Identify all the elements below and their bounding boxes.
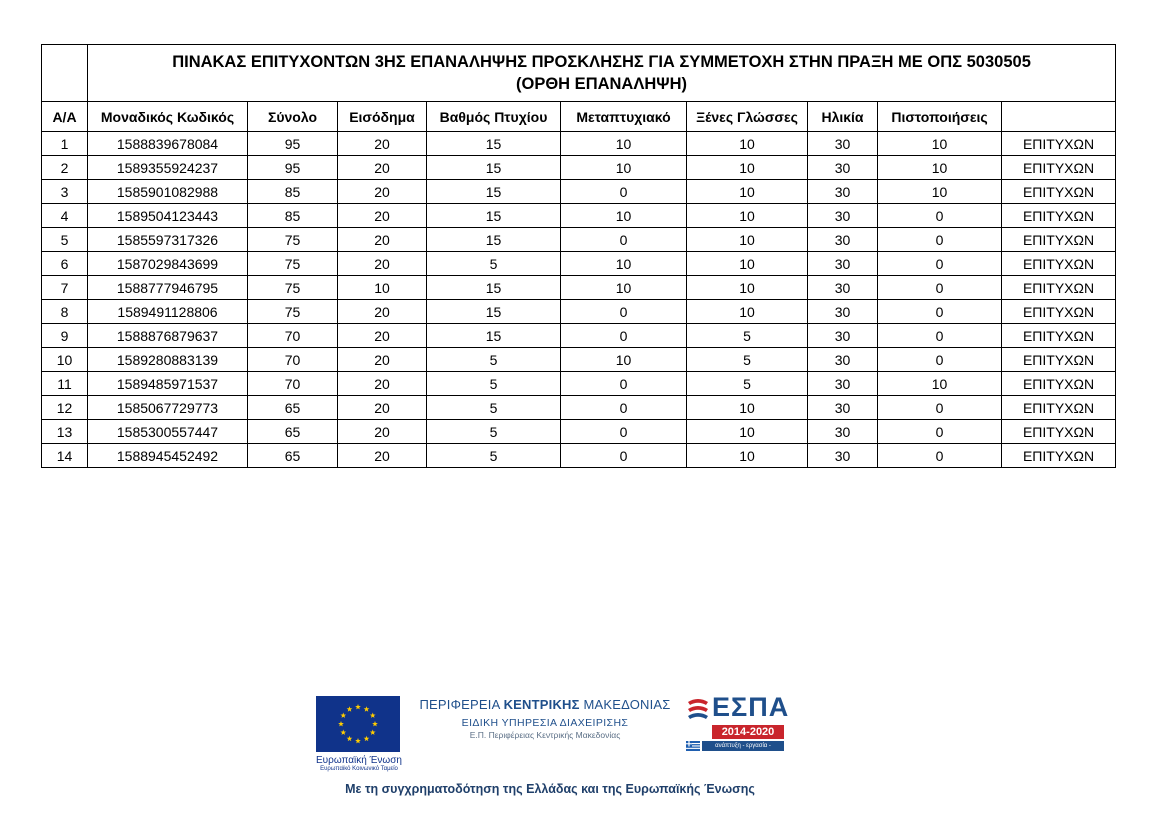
table-cell: 30 [808,276,878,300]
table-cell: 20 [338,444,427,468]
eu-star-icon [370,730,376,735]
table-cell: 10 [338,276,427,300]
table-cell: 0 [878,396,1002,420]
table-cell: 15 [427,132,561,156]
table-cell: 70 [248,348,338,372]
table-cell: 0 [561,180,687,204]
table-cell: 30 [808,252,878,276]
eu-star-icon [364,736,370,741]
results-table [41,44,1116,468]
region-bold: ΚΕΝΤΡΙΚΗΣ [503,697,580,712]
table-cell: 10 [687,444,808,468]
table-cell: ΕΠΙΤΥΧΩΝ [1002,252,1116,276]
cofinancing-note: Με τη συγχρηματοδότηση της Ελλάδας και της Ευρωπαϊκής Ένωσης [345,782,755,796]
table-cell: 5 [687,372,808,396]
table-cell: 5 [427,444,561,468]
table-row [42,132,1116,156]
column-header: Εισόδημα [338,102,427,132]
table-cell: 5 [427,372,561,396]
table-cell: 10 [42,348,88,372]
table-cell: 20 [338,324,427,348]
managing-authority: ΕΙΔΙΚΗ ΥΠΗΡΕΣΙΑ ΔΙΑΧΕΙΡΙΣΗΣ [461,717,629,729]
region-logo [416,697,674,740]
table-cell: 1585300557447 [88,420,248,444]
eu-star-icon [340,713,346,718]
table-cell: 20 [338,300,427,324]
table-row [42,372,1116,396]
table-row [42,204,1116,228]
table-cell: 1589280883139 [88,348,248,372]
column-header [1002,102,1116,132]
column-header: Μεταπτυχιακό [561,102,687,132]
table-cell: 10 [561,204,687,228]
table-cell: 9 [42,324,88,348]
table-cell: 95 [248,156,338,180]
table-cell: 30 [808,348,878,372]
table-row [42,156,1116,180]
table-cell: 0 [878,276,1002,300]
espa-slogan: ανάπτυξη - εργασία - αλληλεγγύη [702,741,784,751]
table-cell: 15 [427,156,561,180]
table-cell: 1585067729773 [88,396,248,420]
table-cell: 1589491128806 [88,300,248,324]
table-cell: 1 [42,132,88,156]
table-cell: 10 [687,228,808,252]
table-title-line2: (ΟΡΘΗ ΕΠΑΝΑΛΗΨΗ) [516,75,688,93]
table-cell: 5 [687,324,808,348]
table-cell: 1588777946795 [88,276,248,300]
table-cell: 75 [248,228,338,252]
table-title [88,45,1116,102]
header-row [42,102,1116,132]
table-cell: 70 [248,324,338,348]
table-cell: 13 [42,420,88,444]
table-cell: 65 [248,396,338,420]
table-cell: 65 [248,444,338,468]
table-row [42,324,1116,348]
table-cell: 20 [338,348,427,372]
table-cell: ΕΠΙΤΥΧΩΝ [1002,276,1116,300]
table-row [42,228,1116,252]
column-header: Σύνολο [248,102,338,132]
table-cell: 3 [42,180,88,204]
table-cell: 1589355924237 [88,156,248,180]
eu-star-icon [355,738,361,743]
table-cell: 10 [687,420,808,444]
table-cell: 10 [561,132,687,156]
table-cell: 6 [42,252,88,276]
programme-name: Ε.Π. Περιφέρειας Κεντρικής Μακεδονίας [469,730,621,740]
eu-fund: Ευρωπαϊκό Κοινωνικό Ταμείο [320,766,398,772]
espa-years: 2014-2020 [712,725,784,739]
table-cell: 14 [42,444,88,468]
table-cell: 0 [878,348,1002,372]
column-header: Ξένες Γλώσσες [687,102,808,132]
table-cell: 10 [687,156,808,180]
table-cell: 2 [42,156,88,180]
table-cell: ΕΠΙΤΥΧΩΝ [1002,396,1116,420]
table-cell: 10 [687,180,808,204]
table-cell: 30 [808,156,878,180]
table-cell: 10 [561,276,687,300]
table-cell: 5 [427,396,561,420]
table-cell: 5 [427,420,561,444]
espa-word: ΕΣΠΑ [712,692,790,722]
table-cell: 1585901082988 [88,180,248,204]
eu-name: Ευρωπαϊκή Ένωση [316,755,402,766]
eu-star-icon [370,713,376,718]
table-cell: 1587029843699 [88,252,248,276]
table-cell: 20 [338,204,427,228]
table-cell: 1585597317326 [88,228,248,252]
table-cell: 75 [248,276,338,300]
table-row [42,252,1116,276]
title-blank-cell [42,45,88,102]
table-cell: 0 [878,252,1002,276]
eu-star-icon [364,706,370,711]
table-cell: 10 [687,300,808,324]
table-row [42,420,1116,444]
column-header: Βαθμός Πτυχίου [427,102,561,132]
table-cell: 15 [427,300,561,324]
table-cell: 10 [687,276,808,300]
table-cell: 0 [878,420,1002,444]
table-cell: 0 [561,228,687,252]
table-cell: ΕΠΙΤΥΧΩΝ [1002,444,1116,468]
table-cell: 5 [687,348,808,372]
table-cell: ΕΠΙΤΥΧΩΝ [1002,180,1116,204]
table-cell: 15 [427,276,561,300]
espa-mark-icon [686,696,710,724]
table-cell: 10 [561,252,687,276]
table-cell: 10 [561,348,687,372]
table-cell: ΕΠΙΤΥΧΩΝ [1002,300,1116,324]
table-cell: 20 [338,252,427,276]
eu-star-icon [347,736,353,741]
table-cell: 95 [248,132,338,156]
table-cell: 30 [808,396,878,420]
table-body [42,132,1116,468]
table-cell: 10 [687,252,808,276]
table-cell: 30 [808,132,878,156]
table-cell: 1588945452492 [88,444,248,468]
table-cell: ΕΠΙΤΥΧΩΝ [1002,156,1116,180]
table-cell: 1589504123443 [88,204,248,228]
eu-flag-icon [316,696,400,752]
eu-star-icon [347,706,353,711]
table-cell: 20 [338,396,427,420]
table-row [42,348,1116,372]
table-cell: 20 [338,372,427,396]
table-cell: 10 [687,132,808,156]
table-cell: 75 [248,300,338,324]
table-cell: 85 [248,180,338,204]
table-cell: ΕΠΙΤΥΧΩΝ [1002,324,1116,348]
table-cell: 10 [561,156,687,180]
table-cell: 30 [808,228,878,252]
table-cell: ΕΠΙΤΥΧΩΝ [1002,228,1116,252]
table-cell: 20 [338,180,427,204]
table-cell: ΕΠΙΤΥΧΩΝ [1002,204,1116,228]
table-cell: 0 [561,444,687,468]
table-cell: 0 [878,324,1002,348]
table-cell: ΕΠΙΤΥΧΩΝ [1002,420,1116,444]
eu-star-icon [355,704,361,709]
table-cell: ΕΠΙΤΥΧΩΝ [1002,348,1116,372]
table-cell: 30 [808,204,878,228]
region-prefix: ΠΕΡΙΦΕΡΕΙΑ [419,697,504,712]
table-cell: 20 [338,132,427,156]
table-row [42,300,1116,324]
table-cell: 10 [878,372,1002,396]
region-suffix: ΜΑΚΕΔΟΝΙΑΣ [579,697,671,712]
column-header: Πιστοποιήσεις [878,102,1002,132]
table-cell: 0 [878,300,1002,324]
table-cell: 0 [878,444,1002,468]
table-cell: 30 [808,420,878,444]
table-cell: 20 [338,156,427,180]
eu-star-icon [338,721,344,726]
table-cell: 10 [878,180,1002,204]
region-title [416,697,674,712]
table-row [42,276,1116,300]
column-header: Ηλικία [808,102,878,132]
table-cell: 10 [687,204,808,228]
table-cell: 10 [878,132,1002,156]
table-cell: 20 [338,420,427,444]
table-cell: 0 [561,300,687,324]
table-cell: 5 [427,252,561,276]
table-cell: 10 [687,396,808,420]
table-cell: 0 [561,396,687,420]
table-cell: 1589485971537 [88,372,248,396]
table-cell: 5 [42,228,88,252]
title-row [42,45,1116,102]
table-cell: 85 [248,204,338,228]
table-cell: 1588876879637 [88,324,248,348]
eu-logo [316,696,402,773]
table-cell: 0 [561,372,687,396]
eu-star-icon [372,721,378,726]
table-cell: 20 [338,228,427,252]
table-cell: 30 [808,180,878,204]
table-row [42,396,1116,420]
table-cell: 30 [808,324,878,348]
table-cell: 0 [561,420,687,444]
table-cell: ΕΠΙΤΥΧΩΝ [1002,372,1116,396]
table-cell: 0 [561,324,687,348]
table-cell: 10 [878,156,1002,180]
eu-star-icon [340,730,346,735]
table-cell: 30 [808,300,878,324]
table-cell: 4 [42,204,88,228]
greek-flag-icon [686,741,700,751]
table-cell: 7 [42,276,88,300]
table-cell: 5 [427,348,561,372]
table-cell: 11 [42,372,88,396]
table-cell: 15 [427,324,561,348]
column-header: Α/Α [42,102,88,132]
table-cell: 65 [248,420,338,444]
table-row [42,444,1116,468]
table-row [42,180,1116,204]
table-cell: 15 [427,180,561,204]
table-cell: 75 [248,252,338,276]
table-cell: 15 [427,204,561,228]
table-cell: 12 [42,396,88,420]
table-title-line1: ΠΙΝΑΚΑΣ ΕΠΙΤΥΧΟΝΤΩΝ 3ΗΣ ΕΠΑΝΑΛΗΨΗΣ ΠΡΟΣΚΛΗΣΗΣ ΓΙΑ ΣΥΜΜΕΤΟΧΗ ΣΤΗΝ ΠΡΑΞΗ ΜΕ ΟΠΣ 5030505 [172,53,1031,71]
table-cell: ΕΠΙΤΥΧΩΝ [1002,132,1116,156]
column-header: Μοναδικός Κωδικός [88,102,248,132]
table-cell: 1588839678084 [88,132,248,156]
table-cell: 30 [808,372,878,396]
table-cell: 0 [878,204,1002,228]
table-cell: 70 [248,372,338,396]
table-cell: 0 [878,228,1002,252]
table-cell: 30 [808,444,878,468]
table-cell: 15 [427,228,561,252]
table-cell: 8 [42,300,88,324]
